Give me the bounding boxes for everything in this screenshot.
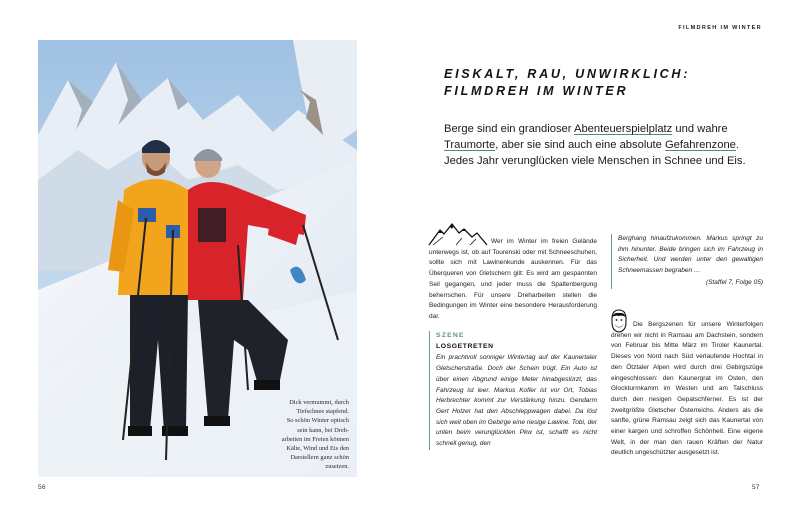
caption-line: Darstellern ganz schön (290, 454, 349, 462)
lead-text: , aber sie sind auch eine absolute (495, 139, 665, 152)
kaunertal-paragraph: Die Bergszenen für unsere Winterfolgen drehen wir nicht in Ramsau am Dachstein, sondern von Februar bis Mitte März im Tiroler Kaunertal. Dieses von Nord nach Süd verlaufende Hochtal in den Ötztaler Alpen wird durch drei Gebirgszüge eingeschlossen: den Kaunergrat im Osten, den Glockturmkamm im Westen und am Talschluss durch den riesigen Gepatschferner. Es ist der zweitgrößte Gletscher Österreichs. Anders als die sanfte, grüne Ramsau zeigt sich das Kaunertal von einer kargen und schroffen Schönheit. Eine eigene Welt, in der man den rauen Kräften der Natur deutlich ungeschützter ausgesetzt ist. (611, 321, 763, 457)
intro-column (429, 237, 597, 323)
lead-keyword: Abenteuerspielplatz (573, 123, 673, 135)
caption-line: Dick vermummt, durch (289, 399, 349, 406)
page-number-right: 57 (752, 484, 760, 491)
lead-keyword: Gefahrenzone (664, 139, 736, 152)
caption-line: zusetzen. (325, 463, 349, 471)
caption-line: So schön Winter optisch (286, 417, 349, 425)
scene-continuation (611, 234, 763, 289)
second-column (611, 320, 763, 459)
caption-line: arbeiten im Freien können (281, 435, 349, 443)
lead-text: und wahre (672, 123, 728, 135)
photo-caption (239, 398, 349, 472)
title-line-2: FILMDREH IM WINTER (444, 84, 629, 98)
title-line-1: EISKALT, RAU, UNWIRKLICH: (444, 67, 691, 81)
lead-keyword: Traumorte (444, 139, 496, 152)
running-head: FILMDREH IM WINTER (678, 25, 762, 31)
page-number-left: 56 (38, 484, 46, 491)
scene-label: SZENE (436, 332, 465, 339)
article-title (444, 66, 764, 100)
lead-text: . Jedes Jahr verunglücken viele Menschen in Schnee und Eis. (444, 139, 746, 168)
scene-box (429, 331, 597, 450)
intro-paragraph: Wer im Winter im freien Gelände unterwegs ist, ob auf Tourenski oder mit Schneeschuhen, sollte sich mit Lawinenkunde auskennen. Für das Überqueren von Gletschern gilt: Es wird am gespannten Seil gegangen, und jeder muss die Spaltenbergung beherrschen. Für unsere Dreharbeiten stellen die Bedingungen im Winter eine besondere Herausforderung dar. (429, 238, 597, 320)
caption-line: sein kann, bei Dreh- (297, 426, 349, 434)
caption-line: Kälte, Wind und Eis den (286, 445, 349, 453)
lead-text: Berge sind ein grandioser (444, 123, 574, 135)
scene-title: LOSGETRETEN (436, 342, 494, 350)
mountaineers-photo (38, 40, 357, 477)
episode-source: (Staffel 7, Folge 05) (705, 278, 763, 286)
lead-paragraph (444, 121, 764, 170)
scene-continuation-text: Berghang hinaufzukommen. Markus springt zu ihm hinunter. Beide bringen sich im Fahrzeug in Sicherheit. Und werden unter den gewaltigen Schneemassen begraben … (618, 235, 763, 275)
scene-text: Ein prachtvoll sonniger Wintertag auf der Kaunertaler Gletscherstraße. Doch der Schein trügt. Ein Auto ist über einen Abgrund einige Meter hinabgestürzt, das Fahrzeug ist leer. Markus Kofler ist vor Ort, Tobias Herbrechter kommt zur Verstärkung hinzu. Gendarm Gert Holzer hat den Abschleppwagen dabei. Da löst sich weit oben im Gebirge eine riesige Lawine. Tobi, der unten beim verunglückten Pkw ist, schafft es nicht schnell genug, den (436, 354, 597, 448)
caption-line: Tiefschnee stapfend. (296, 408, 349, 416)
